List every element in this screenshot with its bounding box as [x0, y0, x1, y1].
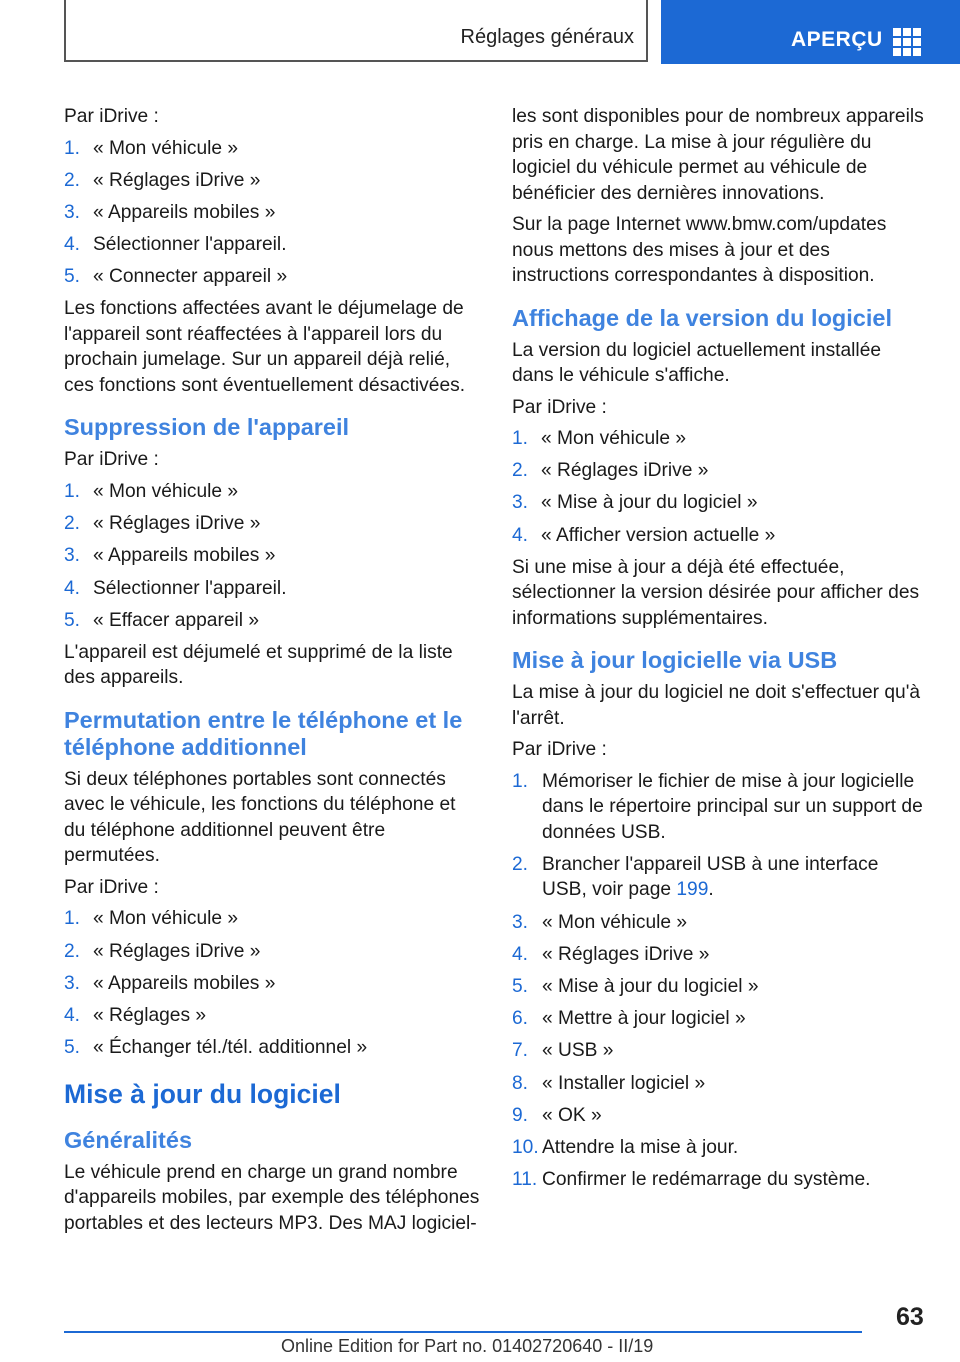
- steps-list: [64, 136, 480, 290]
- list-item: 3. « Mise à jour du logiciel »: [512, 492, 758, 514]
- paragraph: L'appareil est déjumelé et supprimé de la liste des appareils.: [64, 641, 453, 689]
- list-item: 1. « Mon véhicule »: [64, 137, 239, 159]
- list-item: 10. Attendre la mise à jour.: [512, 1136, 739, 1158]
- list-item: 5. « Effacer appareil »: [64, 609, 260, 631]
- heading-delete-device: Suppression de l'appareil: [64, 414, 350, 441]
- footer-divider: [64, 1331, 862, 1333]
- intro-text: Par iDrive :: [64, 106, 159, 127]
- list-item: 4. « Réglages iDrive »: [512, 943, 710, 965]
- heading-general: Généralités: [64, 1126, 193, 1153]
- paragraph: La mise à jour du logiciel ne doit s'effectuer qu'à l'arrêt.: [512, 682, 921, 729]
- list-item: 4. « Afficher version actuelle »: [512, 524, 776, 546]
- overview-label: APERÇU: [791, 28, 883, 51]
- heading-software-version: Affichage de la version du logiciel: [512, 304, 893, 331]
- list-item: 4. Sélectionner l'appareil.: [64, 577, 287, 599]
- list-item: 7. « USB »: [512, 1040, 614, 1062]
- list-item: 2. « Réglages iDrive »: [512, 460, 709, 482]
- page-number: 63: [896, 1303, 924, 1331]
- list-item: 3. « Appareils mobiles »: [64, 545, 276, 567]
- paragraph: Si une mise à jour a déjà été effectuée, sélectionner la version désirée pour afficher des informations supplémentaires.: [512, 556, 920, 629]
- list-item: 5. « Mise à jour du logiciel »: [512, 976, 759, 997]
- steps-list: [512, 769, 926, 1193]
- list-item: 2. « Réglages iDrive »: [64, 169, 261, 191]
- list-item: 3. « Appareils mobiles »: [64, 972, 276, 994]
- list-item: 9. « OK »: [512, 1104, 602, 1126]
- intro-text: Par iDrive :: [64, 449, 159, 471]
- heading-usb-update: Mise à jour logicielle via USB: [512, 647, 838, 674]
- list-item: 1. « Mon véhicule »: [512, 428, 687, 449]
- list-item: 1. Mémoriser le fichier de mise à jour logicielle dans le répertoire principal sur un support de données USB.: [512, 770, 923, 843]
- list-item: 6. « Mettre à jour logiciel »: [512, 1008, 746, 1030]
- page-link[interactable]: 199: [676, 879, 709, 901]
- steps-list: [64, 906, 480, 1060]
- list-item: 8. « Installer logiciel »: [512, 1072, 706, 1094]
- heading-switch-phone: Permutation entre le téléphone et le téléphone additionnel: [64, 706, 463, 760]
- left-column: [64, 104, 480, 1242]
- steps-list: [512, 426, 926, 548]
- paragraph: Le véhicule prend en charge un grand nombre d'appareils mobiles, par exemple des téléphones portables et des lecteurs MP3. Des MAJ logiciel-: [64, 1161, 480, 1234]
- header-title-box: [64, 0, 648, 62]
- list-item: 5. « Connecter appareil »: [64, 266, 288, 288]
- list-item: 1. « Mon véhicule »: [64, 480, 239, 502]
- paragraph: La version du logiciel actuellement installée dans le véhicule s'affiche.: [512, 339, 882, 386]
- paragraph: Les fonctions affectées avant le déjumelage de l'appareil sont réaffectées à l'appareil lors du prochain jumelage. Sur un appareil déjà relié, ces fonctions sont éventuellement désactivées.: [64, 298, 466, 396]
- paragraph: Si deux téléphones portables sont connectés avec le véhicule, les fonctions du téléphone et du téléphone additionnel peuvent être permutées.: [64, 768, 456, 867]
- list-item: 1. « Mon véhicule »: [64, 908, 239, 930]
- intro-text: Par iDrive :: [512, 396, 607, 418]
- edition-text: Online Edition for Part no. 01402720640 - II/19: [281, 1336, 654, 1356]
- grid-menu-icon: [893, 28, 921, 54]
- list-item: 5. « Échanger tél./tél. additionnel »: [64, 1037, 368, 1059]
- list-item: 3. « Mon véhicule »: [512, 911, 688, 933]
- right-column: [512, 104, 926, 1199]
- heading-software-update: Mise à jour du logiciel: [64, 1078, 341, 1109]
- paragraph: Sur la page Internet www.bmw.com/updates nous mettons des mises à jour et des instructions correspondantes à disposition.: [512, 214, 887, 286]
- intro-text: Par iDrive :: [512, 739, 607, 761]
- list-item: 2. Brancher l'appareil USB à une interface USB, voir page 199.: [512, 853, 879, 901]
- overview-tab[interactable]: [661, 0, 960, 64]
- list-item: 11. Confirmer le redémarrage du système.: [512, 1169, 871, 1191]
- list-item: 3. « Appareils mobiles »: [64, 201, 276, 223]
- chapter-title: Réglages généraux: [460, 26, 634, 48]
- list-item: 4. « Réglages »: [64, 1004, 207, 1026]
- steps-list: [64, 479, 480, 633]
- intro-text: Par iDrive :: [64, 876, 159, 898]
- paragraph: les sont disponibles pour de nombreux appareils pris en charge. La mise à jour régulière du logiciel du véhicule permet au véhicule de bénéficier des dernières innovations.: [512, 106, 924, 204]
- list-item: 2. « Réglages iDrive »: [64, 513, 261, 535]
- list-item: 4. Sélectionner l'appareil.: [64, 234, 287, 256]
- list-item: 2. « Réglages iDrive »: [64, 940, 261, 962]
